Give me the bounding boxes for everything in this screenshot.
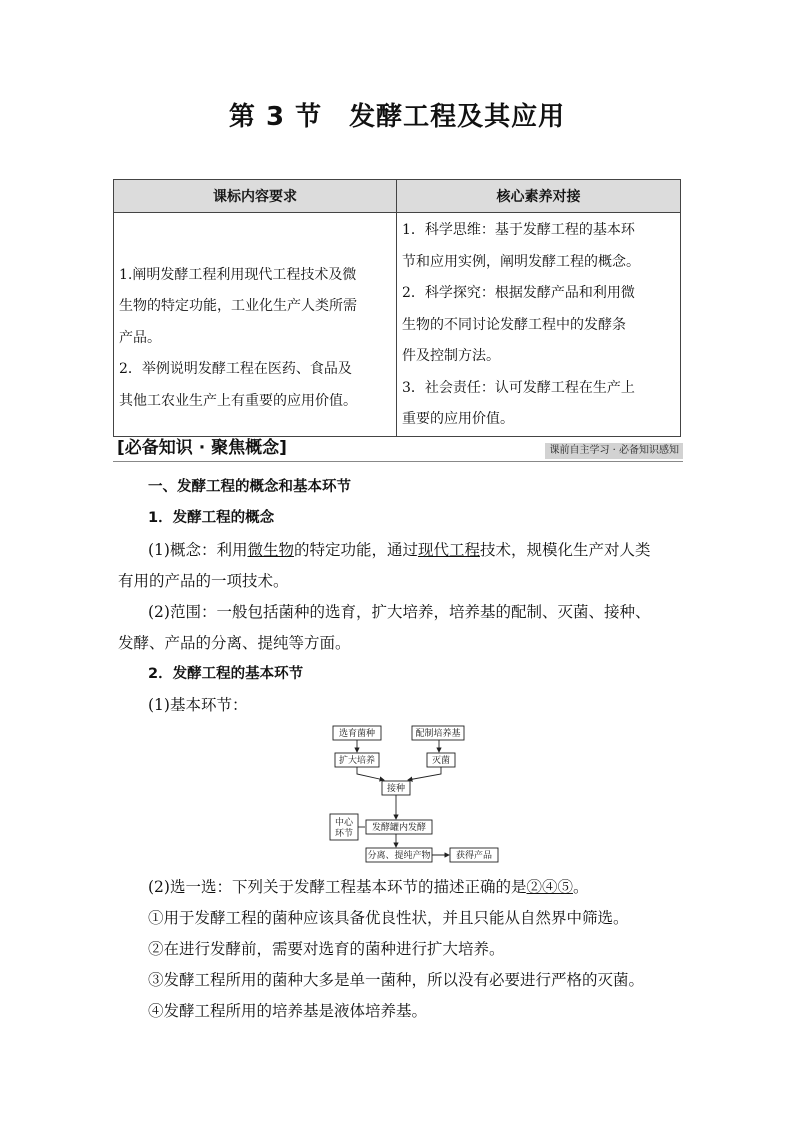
diagram-label-product: 获得产品 (455, 851, 493, 861)
table-line: 3．社会责任：认可发酵工程在生产上 (402, 379, 635, 396)
table-line: 2．举例说明发酵工程在医药、食品及 (119, 361, 352, 377)
table-line: 节和应用实例，阐明发酵工程的概念。 (402, 253, 640, 270)
table-header-row (114, 180, 681, 213)
page-title: 第 3 节 发酵工程及其应用 (228, 102, 566, 132)
quiz-prompt-end: 。 (572, 878, 589, 896)
diagram-label-sterilize: 灭菌 (431, 756, 451, 766)
scope-line-2: 发酵、产品的分离、提纯等方面。 (118, 634, 351, 652)
section-banner (113, 431, 683, 462)
quiz-prompt (148, 877, 683, 897)
table-row (114, 213, 681, 437)
concept-text: 的特定功能，通过 (293, 541, 418, 559)
scope-line-1: (2)范围：一般包括菌种的选育，扩大培养，培养基的配制、灭菌、接种、 (148, 603, 651, 621)
table-header: 课标内容要求 (114, 180, 397, 213)
section-label: [必备知识 · 聚焦概念] (117, 438, 287, 458)
table-line: 生物的不同讨论发酵工程中的发酵条 (402, 316, 626, 333)
heading-1-2: 2．发酵工程的基本环节 (148, 666, 304, 682)
quiz-item: ④发酵工程所用的培养基是液体培养基。 (148, 1002, 428, 1020)
diagram-label-inoculate: 接种 (386, 784, 406, 794)
diagram-label-center-bottom: 环节 (334, 829, 354, 839)
diagram-label-fermentation: 发酵罐内发酵 (371, 823, 427, 833)
quiz-item: ②在进行发酵前，需要对选育的菌种进行扩大培养。 (148, 940, 505, 958)
quiz-prompt-text: (2)选一选：下列关于发酵工程基本环节的描述正确的是 (148, 878, 527, 896)
curriculum-requirements-cell (114, 213, 397, 437)
table-line: 件及控制方法。 (402, 348, 500, 364)
fermentation-flow-diagram (328, 722, 504, 864)
basic-steps-label: (1)基本环节： (148, 696, 248, 714)
concept-text: (1)概念：利用 (148, 541, 248, 559)
quiz-answer: ②④⑤ (526, 878, 573, 896)
table-line: 产品。 (119, 329, 161, 346)
standards-table (113, 179, 681, 437)
concept-line-2: 有用的产品的一项技术。 (118, 572, 289, 590)
table-line: 重要的应用价值。 (402, 411, 514, 427)
table-line: 2．科学探究：根据发酵产品和利用微 (402, 285, 635, 301)
section-tag: 课前自主学习 · 必备知识感知 (545, 443, 683, 459)
quiz-item: ①用于发酵工程的菌种应该具备优良性状，并且只能从自然界中筛选。 (148, 909, 629, 927)
table-line: 1．科学思维：基于发酵工程的基本环 (402, 222, 635, 238)
underlined-term: 现代工程 (418, 541, 481, 559)
table-line: 生物的特定功能，工业化生产人类所需 (119, 298, 357, 314)
table-line: 其他工农业生产上有重要的应用价值。 (119, 392, 357, 409)
heading-1: 一、发酵工程的概念和基本环节 (148, 479, 351, 495)
core-literacy-cell (397, 213, 681, 437)
concept-paragraph (148, 540, 683, 560)
table-line: 1.阐明发酵工程利用现代工程技术及微 (119, 266, 357, 283)
quiz-item: ③发酵工程所用的菌种大多是单一菌种，所以没有必要进行严格的灭菌。 (148, 971, 645, 989)
diagram-label-prepare-medium: 配制培养基 (415, 729, 461, 739)
heading-1-1: 1．发酵工程的概念 (148, 510, 275, 526)
diagram-label-center-top: 中心 (334, 818, 354, 828)
diagram-label-select-strain: 选育菌种 (338, 729, 376, 739)
diagram-label-separation: 分离、提纯产物 (367, 851, 431, 861)
concept-text: 技术，规模化生产对人类 (480, 541, 651, 559)
diagram-label-expand-culture: 扩大培养 (338, 756, 376, 766)
flow-diagram-svg (328, 722, 504, 864)
table-header: 核心素养对接 (397, 180, 681, 213)
underlined-term: 微生物 (247, 541, 294, 559)
